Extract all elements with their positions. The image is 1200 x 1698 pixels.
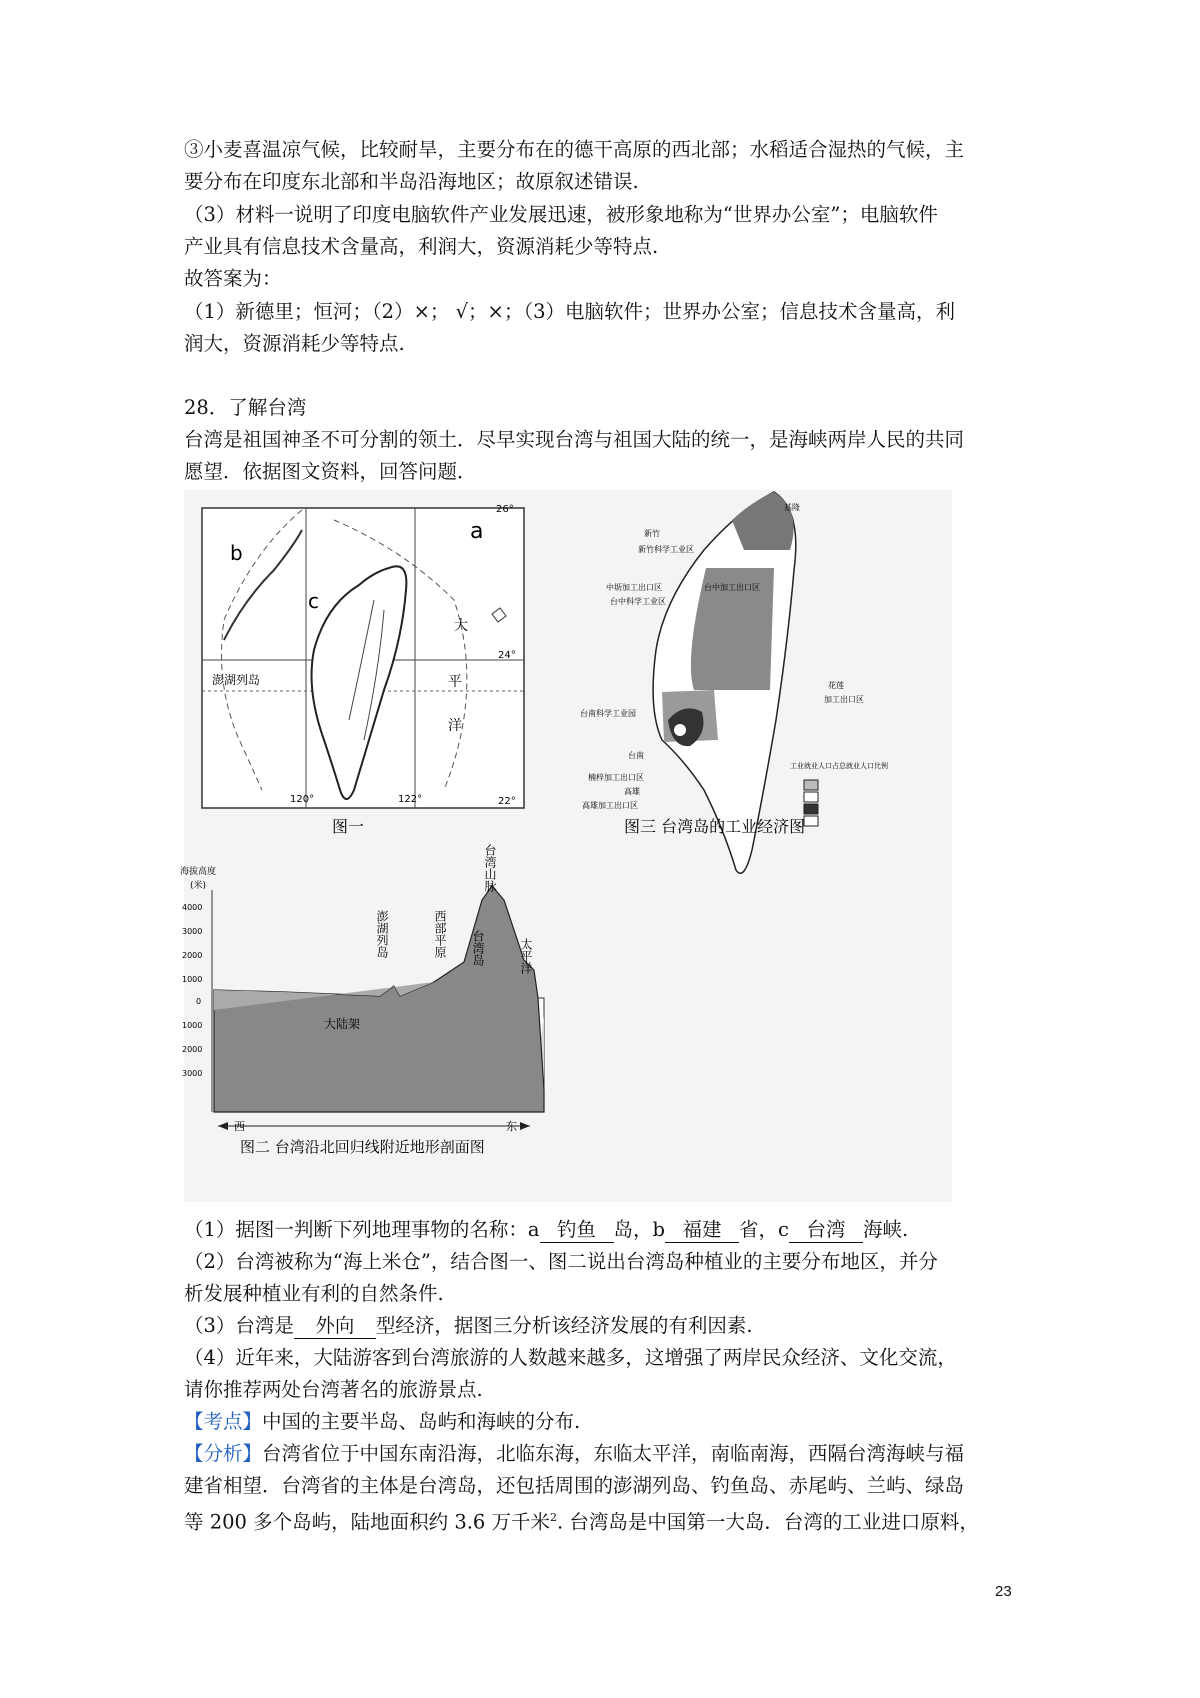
- label-shanmai: 台湾山脉: [483, 844, 497, 892]
- sub1-mid1: 岛，b: [613, 1218, 666, 1241]
- text-line: 故答案为：: [184, 267, 282, 290]
- label-place: 新竹科学工业区: [638, 545, 694, 554]
- label-place: 高雄加工出口区: [582, 801, 638, 810]
- text-line: （3）材料一说明了印度电脑软件产业发展迅速，被形象地称为“世界办公室”；电脑软件: [184, 203, 938, 226]
- lat-24: 24°: [498, 650, 516, 661]
- fenxi-text: 台湾省位于中国东南沿海，北临东海，东临太平洋，南临南海，西隔台湾海峡与福: [262, 1442, 965, 1465]
- answer-a: 钓鱼: [540, 1218, 614, 1243]
- sub-question-1: [184, 1214, 1024, 1246]
- label-place: 台中加工出口区: [704, 583, 760, 592]
- figure-one-caption: 图一: [332, 817, 365, 836]
- label-place: 高雄: [624, 787, 640, 796]
- fenxi3-pre: 等 200 多个岛屿，陆地面积约 3.6 万千米: [184, 1510, 551, 1534]
- kaodian-text: 中国的主要半岛、岛屿和海峡的分布.: [262, 1410, 581, 1433]
- y-tick: 3000: [182, 927, 203, 936]
- y-tick: 2000: [182, 1045, 203, 1054]
- sub-question-3: [184, 1310, 1024, 1342]
- label-c: c: [308, 589, 319, 613]
- fenxi-line: [184, 1438, 1024, 1470]
- sub-question-4: 请你推荐两处台湾著名的旅游景点.: [184, 1378, 483, 1401]
- label-ping: 平: [448, 674, 462, 690]
- label-a: a: [470, 519, 484, 544]
- fenxi3-post: . 台湾岛是中国第一大岛．台湾的工业进口原料，: [557, 1510, 979, 1534]
- page-number: 23: [995, 1583, 1012, 1600]
- answer-c: 台湾: [789, 1218, 863, 1243]
- y-tick: 3000: [182, 1069, 203, 1078]
- answer-economy-type: 外向: [294, 1314, 376, 1339]
- label-dalujia: 大陆架: [324, 1017, 361, 1031]
- sub-question-2: 析发展种植业有利的自然条件.: [184, 1282, 444, 1305]
- sub-question-4: （4）近年来，大陆游客到台湾旅游的人数越来越多，这增强了两岸民众经济、文化交流，: [184, 1346, 957, 1369]
- sub1-mid2: 省，c: [739, 1218, 789, 1241]
- lon-122: 122°: [398, 794, 423, 805]
- label-island: 台湾岛: [471, 930, 485, 966]
- label-east: 东: [506, 1120, 517, 1133]
- text-line: （1）新德里；恒河；（2）×； √；×；（3）电脑软件；世界办公室；信息技术含量高，利: [184, 300, 956, 323]
- text-line: ③小麦喜温凉气候，比较耐旱，主要分布在的德干高原的西北部；水稻适合湿热的气候，主: [184, 138, 965, 161]
- label-yang: 洋: [448, 718, 462, 734]
- sub3-pre: （3）台湾是: [184, 1314, 294, 1337]
- label-place: 花莲: [828, 681, 844, 690]
- y-tick: 0: [196, 997, 202, 1006]
- label-da: 大: [454, 618, 468, 634]
- label-west: 西: [234, 1120, 245, 1133]
- label-xibu: 西部平原: [433, 910, 447, 958]
- y-tick: 1000: [182, 1021, 203, 1030]
- sub1-pre: （1）据图一判断下列地理事物的名称：a: [184, 1218, 540, 1241]
- fenxi-tag: 【分析】: [184, 1442, 263, 1465]
- label-penghu-profile: 澎湖列岛: [375, 910, 389, 958]
- question-intro: 愿望．依据图文资料，回答问题．: [184, 460, 477, 483]
- figure-one-map: [202, 504, 524, 836]
- legend-swatch: [804, 780, 818, 790]
- kaodian-line: [184, 1406, 1024, 1438]
- label-place: 楠梓加工出口区: [588, 773, 644, 782]
- figure-svg: [180, 490, 952, 1202]
- label-place: 加工出口区: [824, 695, 864, 704]
- sub1-post: 海峡.: [862, 1218, 909, 1241]
- label-place: 台中科学工业区: [610, 597, 666, 606]
- y-axis-label: 海拔高度: [180, 867, 217, 877]
- y-axis-unit: (米): [190, 881, 207, 891]
- legend-swatch: [804, 816, 818, 826]
- answer-b: 福建: [665, 1218, 739, 1243]
- legend-swatch: [804, 792, 818, 802]
- y-tick: 4000: [182, 903, 203, 912]
- legend-swatch: [804, 804, 818, 814]
- label-taiping: 太平洋: [519, 938, 533, 974]
- taiwan-figure: [180, 490, 952, 1202]
- label-place: 新竹: [644, 529, 660, 538]
- sub-question-2: （2）台湾被称为“海上米仓”，结合图一、图二说出台湾岛种植业的主要分布地区，并分: [184, 1250, 938, 1273]
- y-tick: 1000: [182, 975, 203, 984]
- kaodian-tag: 【考点】: [184, 1410, 263, 1433]
- lat-26: 26°: [496, 504, 514, 515]
- figure-three-caption: 图三 台湾岛的工业经济图: [624, 817, 806, 836]
- question-title: 28．了解台湾: [184, 396, 307, 419]
- question-intro: 台湾是祖国神圣不可分割的领土．尽早实现台湾与祖国大陆的统一，是海峡两岸人民的共同: [184, 428, 965, 451]
- text-line: 润大，资源消耗少等特点.: [184, 332, 405, 355]
- fenxi-line: [184, 1502, 1024, 1539]
- text-line: 产业具有信息技术含量高，利润大，资源消耗少等特点.: [184, 235, 659, 258]
- legend-title: 工业就业人口占总就业人口比例: [790, 762, 888, 770]
- label-place: 台南科学工业园: [580, 709, 636, 718]
- label-penghu: 澎湖列岛: [212, 673, 261, 687]
- text-line: 要分布在印度东北部和半岛沿海地区；故原叙述错误.: [184, 170, 639, 193]
- label-keelung: 基隆: [784, 503, 800, 512]
- label-b: b: [230, 541, 243, 565]
- superscript: 2: [550, 1511, 558, 1524]
- lat-22: 22°: [498, 796, 516, 807]
- fenxi-line: 建省相望．台湾省的主体是台湾岛，还包括周围的澎湖列岛、钓鱼岛、赤尾屿、兰屿、绿岛: [184, 1474, 965, 1497]
- lon-120: 120°: [290, 794, 315, 805]
- label-place: 台南: [628, 751, 644, 760]
- kaohsiung-dot: [674, 724, 686, 736]
- sub3-post: 型经济，据图三分析该经济发展的有利因素.: [375, 1314, 753, 1337]
- label-place: 中坜加工出口区: [606, 583, 662, 592]
- figure-two-caption: 图二 台湾沿北回归线附近地形剖面图: [240, 1138, 485, 1156]
- y-tick: 2000: [182, 951, 203, 960]
